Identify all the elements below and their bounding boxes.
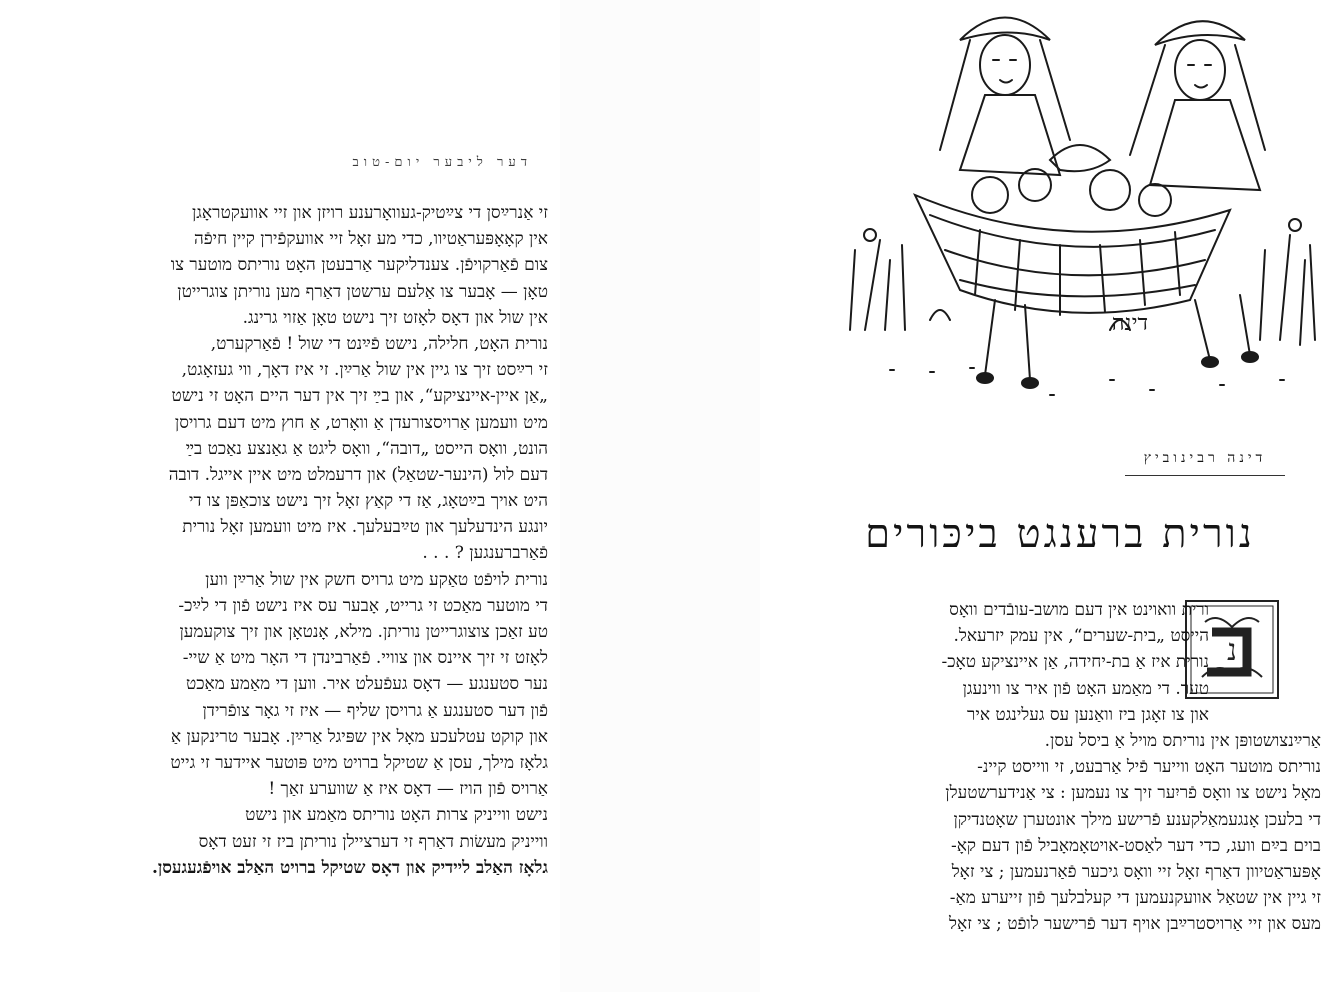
text-line: טאָן — אָבער צו אַלעם ערשטן דאַרף מען נוריתן צוגרייטן [177,281,548,302]
text-line: נורית לויפֿט טאַקע מיט גרויס חשק אין שול אַרײַן ווען [205,569,548,590]
text-line: מיט וועמען אַרויסצורעדן אַ וואָרט, אַ חוץ מיט דעם גרויסן [174,412,548,433]
text-line: מעס און זיי אַרויסטרײַבן אויף דער פֿרישער לופֿט ; צי זאָל [949,914,1321,935]
text-line: און צו זאָגן ביז וואַנען עס געלינגט איר [967,704,1209,725]
text-line: ווייניק מעשׂות דאַרף זי דערציילן נוריתן ביז זי זעט דאָס [198,831,548,852]
text-line: זי רײַסט זיך צו גיין אין שול אַרײַן. זי איז דאָך, ווי געזאָגט, [181,360,548,381]
text-line: נוריתס מוטער האָט ווייער פֿיל אַרבעט, זי ווייסט קיינ- [977,757,1321,778]
illustration-signature: דינה [1111,311,1149,336]
text-line: טע זאַכן צוצוגרייטן נוריתן. מילא, אָנטאָן און זיך צוקעמען [179,622,548,642]
initial-letter: נ [1227,633,1237,668]
text-line: יונגע הינדעלעך און טײַבעלעך. איז מיט וועמען זאָל נורית [182,517,548,538]
right-page [760,0,1321,992]
text-line: „אַן איין-איינציקע“, און בײַ זיך אין דער היים האָט זי נישט [171,386,548,407]
text-line: זי אַנרײַסן די צײַטיק-געוואָרענע רויזן און זיי אוועקטראָגן [191,203,548,223]
text-line: ורית וואוינט אין דעם מושב-עובֿדים וואָס [949,600,1209,620]
text-line: הונט, וואָס הייסט „דובה“, וואָס ליגט אַ גאַנצע נאַכט בײַ [185,438,548,459]
text-line: זי גיין אין שטאַל אוועקנעמען די קעלבלעך פֿון זייערע מאַ- [949,888,1321,909]
illustration-girls-with-basket [810,0,1321,430]
left-text-column [0,200,548,881]
left-page [0,0,560,992]
running-head: דער ליבער יום-טוב [352,155,532,170]
text-line: דעם לול (הינער-שטאַל) און דרעמלט מיט איין אייגל. דובה [168,464,548,485]
text-line: בוים בײַם וועג, כדי דער לאַסט-אויטאָמאָביל פֿון דעם קאָ- [950,835,1321,856]
text-line: גלאָז האַלב ליידיק און דאָס שטיקל ברויט האַלב אויפֿגעגעסן. [152,857,548,878]
text-line: נורית איז אַ בת-יחידה, אַן איינציקע טאָכ- [941,652,1209,673]
text-line: אַרויס פֿון הויז — דאָס איז אַ שווערע זאַך ! [268,779,548,800]
text-line: אַרײַנצושטופּן אין נוריתס מויל אַ ביסל עסן. [1044,730,1321,751]
story-title: נורית ברענגט ביכּורים [865,511,1255,557]
text-line: נער סטענגע — דאָס געפֿעלט איר. ווען די מאַמע מאַכט [185,674,548,695]
text-line: היט אויך בײַטאָג, אַז די קאַץ זאָל זיך נישט צוכאַפּן צו די [188,491,548,512]
text-line: מאָל נישט צו וואָס פֿריִער זיך צו נעמען : צי אַנידערשטעלן [945,783,1321,804]
text-line: הייסט „בית-שערים“, אין עמק יזרעאל. [953,626,1209,647]
text-line: די מוטער מאַכט זי גרייט, אָבער עס איז נישט פֿון די לײַכ- [178,595,548,616]
text-line: נורית האָט, חלילה, נישט פֿײַנט די שול ! פֿאַרקערט, [210,333,548,354]
text-line: פֿון דער סטענגע אַ גרויסן שליף — איז זי גאָר צופֿרידן [202,700,548,721]
author-byline: דינה רבינוביץ [1125,450,1285,476]
text-line: די בלעכן אָנגעמאַלקענע פֿרישע מילך אונטערן שאָטנדיקן [953,809,1321,830]
right-text-column [780,597,1321,937]
text-line: גלאָז מילך, עסן אַ שטיקל ברויט מיט פּוטער איידער זי גייט [170,752,548,773]
page-gutter [560,0,760,992]
text-line: פֿאַרברענגען ? . . . [422,543,548,564]
text-line: אין שול און דאָס לאָזט זיך נישט טאָן אַזוי גרינג. [242,307,548,328]
text-line: אָפּעראַטיוון דאַרף זאָל זיי וואָס גיכער פֿאַרנעמען ; צי זאָל [951,861,1321,882]
text-line: צום פֿאַרקויפֿן. צענדליקער אַרבעטן האָט נוריתס מוטער צו [170,255,548,276]
text-line: נישט ווייניק צרות האָט נוריתס מאַמע און נישט [245,805,548,826]
text-line: און קוקט עטלעכע מאָל אין שפּיגל אַרײַן. אָבער טרינקען אַ [170,726,548,747]
text-line: לאָזט זי זיך איינס און צוויי. פֿאַרבינדן די האָר מיט אַ שיי- [182,648,548,669]
text-line: טער. די מאַמע האָט פֿון איר צו ווינעגן [962,678,1209,699]
text-line: אין קאָאָפּעראַטיוו, כדי מע זאָל זיי אוועקפֿירן קיין חיפֿה [193,229,548,250]
